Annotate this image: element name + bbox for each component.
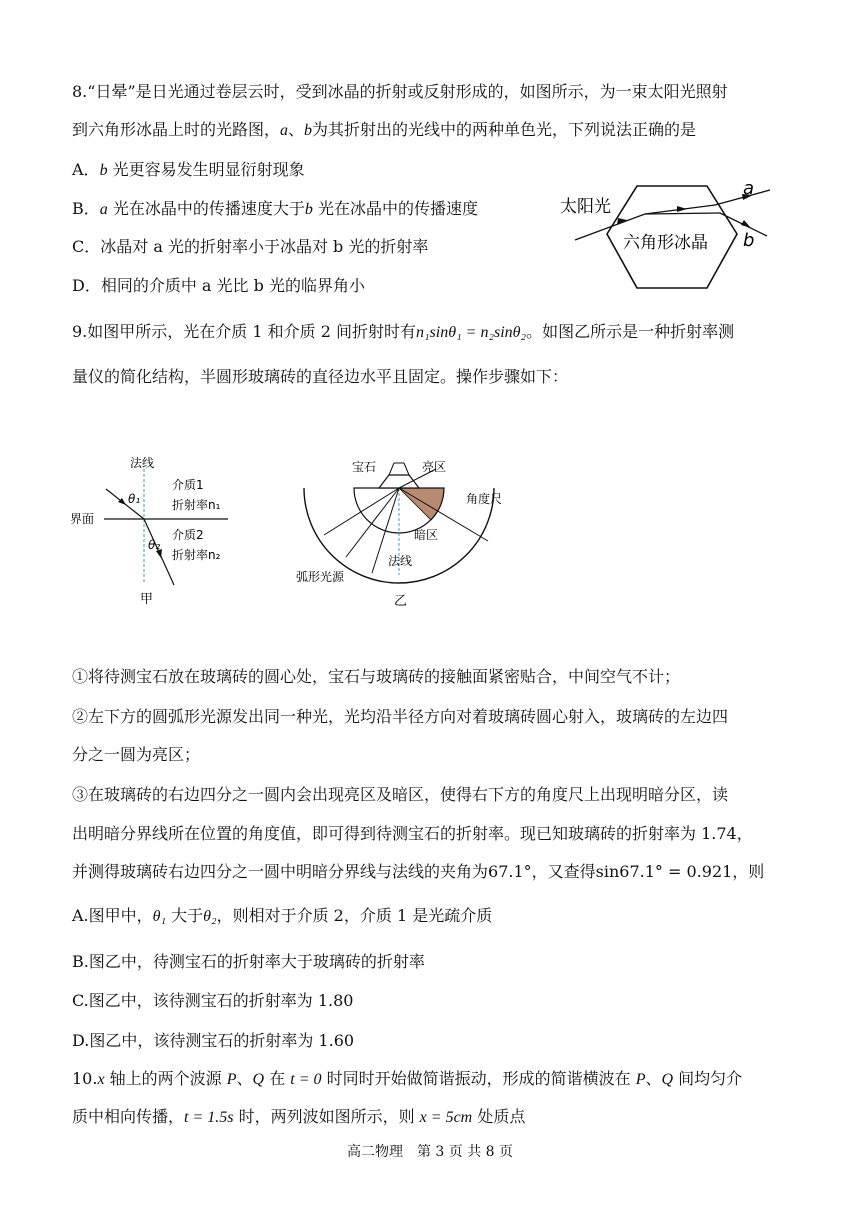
- ray-b-label: b: [743, 230, 755, 251]
- q9-step2-line2: 分之一圆为亮区；: [72, 745, 201, 764]
- gem-shape: [379, 475, 419, 488]
- q8-stem-line1: 8.“日晕”是日光通过卷层云时，受到冰晶的折射或反射形成的，如图所示，为一束太阳光照射: [72, 82, 728, 101]
- svg-text:角度尺: 角度尺: [466, 492, 503, 506]
- q8-option-d: D．相同的介质中 a 光比 b 光的临界角小: [72, 276, 365, 295]
- caption-jia: 甲: [140, 592, 154, 605]
- q9-option-d: D.图乙中，该待测宝石的折射率为 1.60: [72, 1031, 355, 1050]
- figure-yi: [296, 455, 526, 607]
- q9-option-a: A.图甲中，θ₁ 大于θ₂，则相对于介质 2，介质 1 是光疏介质: [72, 906, 493, 925]
- q9-step1: ①将待测宝石放在玻璃砖的圆心处，宝石与玻璃砖的接触面紧密贴合，中间空气不计；: [72, 667, 681, 686]
- svg-text:介质1: 介质1: [172, 478, 204, 492]
- svg-text:亮区: 亮区: [422, 460, 447, 474]
- svg-text:θ₂: θ₂: [148, 538, 161, 552]
- svg-text:弧形光源: 弧形光源: [296, 570, 345, 584]
- q10-stem-line2: 质中相向传播，t = 1.5s 时，两列波如图所示，则 x = 5cm 处质点: [72, 1107, 526, 1126]
- q9-step3-line3: 并测得玻璃砖右边四分之一圆中明暗分界线与法线的夹角为67.1°，又查得sin67.1° = 0.921，则: [72, 862, 765, 881]
- ray-a-label: a: [743, 178, 755, 199]
- svg-text:θ₁: θ₁: [128, 492, 141, 506]
- q9-option-c: C.图乙中，该待测宝石的折射率为 1.80: [72, 991, 354, 1010]
- sunlight-label: 太阳光: [560, 197, 611, 217]
- crystal-label: 六角形冰晶: [623, 233, 708, 253]
- ice-crystal-figure: [555, 178, 785, 298]
- q8-option-b: B．a 光在冰晶中的传播速度大于b 光在冰晶中的传播速度: [72, 199, 478, 218]
- q8-option-a: A．b 光更容易发生明显衍射现象: [72, 160, 305, 179]
- svg-text:界面: 界面: [70, 512, 95, 526]
- caption-yi: 乙: [394, 594, 408, 607]
- page-footer: 高二物理 第 3 页 共 8 页: [346, 1144, 514, 1160]
- q9-step2-line1: ②左下方的圆弧形光源发出同一种光，光均沿半径方向对着玻璃砖圆心射入，玻璃砖的左边四: [72, 707, 729, 726]
- svg-text:介质2: 介质2: [172, 528, 204, 542]
- svg-text:暗区: 暗区: [414, 528, 439, 542]
- figure-jia: [68, 455, 238, 605]
- svg-text:法线: 法线: [388, 554, 413, 568]
- svg-text:折射率n₂: 折射率n₂: [172, 548, 221, 562]
- q8-stem-line2: 到六角形冰晶上时的光路图，a、b为其折射出的光线中的两种单色光，下列说法正确的是: [72, 120, 697, 139]
- q8-option-c: C．冰晶对 a 光的折射率小于冰晶对 b 光的折射率: [72, 237, 429, 256]
- q10-stem-line1: 10.x 轴上的两个波源 P、Q 在 t = 0 时同时开始做简谐振动，形成的简谐横波在 P、Q 间均匀介: [72, 1069, 743, 1088]
- q9-option-b: B.图乙中，待测宝石的折射率大于玻璃砖的折射率: [72, 952, 425, 971]
- q9-stem-line1: 9.如图甲所示，光在介质 1 和介质 2 间折射时有n₁sinθ₁ = n₂sinθ₂。如图乙所示是一种折射率测: [72, 322, 735, 341]
- svg-text:宝石: 宝石: [352, 460, 377, 474]
- q9-step3-line1: ③在玻璃砖的右边四分之一圆内会出现亮区及暗区，使得右下方的角度尺上出现明暗分区，读: [72, 785, 729, 804]
- svg-text:法线: 法线: [130, 456, 155, 470]
- dark-region: [399, 488, 444, 520]
- q9-step3-line2: 出明暗分界线所在位置的角度值，即可得到待测宝石的折射率。现已知玻璃砖的折射率为 1.74，: [72, 824, 753, 843]
- q9-stem-line2: 量仪的简化结构，半圆形玻璃砖的直径边水平且固定。操作步骤如下：: [72, 367, 569, 386]
- svg-text:折射率n₁: 折射率n₁: [172, 498, 221, 512]
